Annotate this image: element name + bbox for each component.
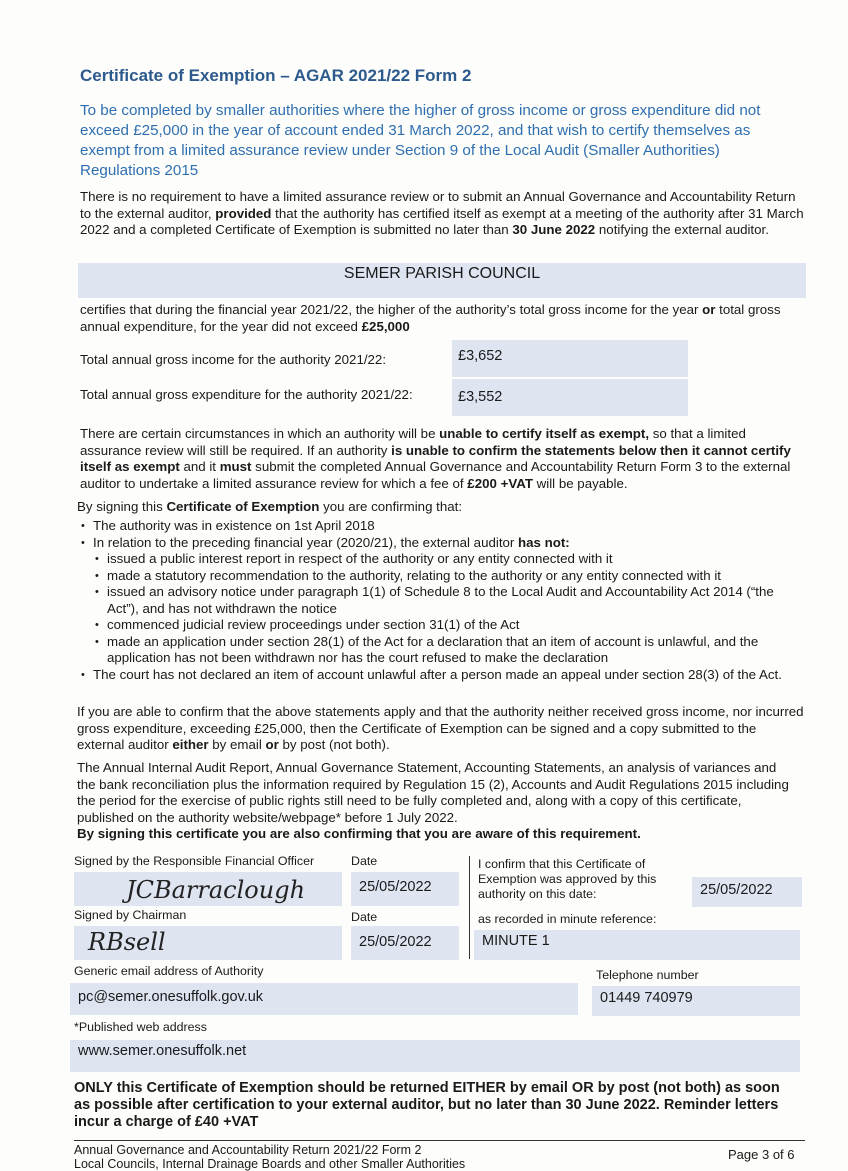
minute-label: as recorded in minute reference: xyxy=(478,912,657,926)
minute-field[interactable] xyxy=(474,930,800,960)
web-label: *Published web address xyxy=(74,1020,207,1034)
page-number: Page 3 of 6 xyxy=(728,1147,795,1162)
rfo-date-value: 25/05/2022 xyxy=(359,879,432,895)
sub-condition: • issued an advisory notice under paragraph 1(1) of Schedule 8 to the Local Audit and Accountability Act 2014 (“the Act”), and has not withdrawn the notice xyxy=(107,584,808,617)
sub-condition: • issued a public interest report in respect of the authority or any entity connected with it xyxy=(107,551,808,568)
approved-label: I confirm that this Certificate of Exemption was approved by this authority on this date: xyxy=(478,857,657,901)
condition-court: • The court has not declared an item of account unlawful after a person made an appeal under section 28(3) of the Act. xyxy=(93,667,808,684)
certifies-or: or xyxy=(702,302,716,317)
income-field[interactable] xyxy=(452,340,688,377)
requirement-text-1: There is no requirement to have a limited assurance review or to submit an Annual Governance and Accountability Return to the external auditor, xyxy=(80,189,796,221)
signing-line xyxy=(77,499,462,516)
income-label: Total annual gross income for the authority 2021/22: xyxy=(80,352,387,367)
chair-signature: RBsell xyxy=(88,928,166,956)
conditions-list xyxy=(93,518,808,683)
circ-bold-2: is unable to confirm the statements below then it cannot certify itself as exempt xyxy=(80,442,791,474)
expenditure-label: Total annual gross expenditure for the authority 2021/22: xyxy=(80,387,413,402)
confirm-bold-either: either xyxy=(172,737,209,752)
web-field[interactable] xyxy=(70,1040,800,1072)
intro-text: To be completed by smaller authorities where the higher of gross income or gross expenditure did not exceed £25,000 in the year of account ended 31 March 2022, and that wish to certify themselves as exempt from a limited assurance review under Section 9 of the Local Audit (Smaller Authorities) Regulations 2015 xyxy=(80,102,761,179)
circ-text-3: and it xyxy=(179,459,220,474)
rfo-signature-field[interactable] xyxy=(74,872,342,906)
circumstances-paragraph xyxy=(80,426,808,492)
income-value: £3,652 xyxy=(458,348,503,364)
minute-value: MINUTE 1 xyxy=(482,933,550,949)
footer-line-1: Annual Governance and Accountability Return 2021/22 Form 2 xyxy=(74,1143,422,1157)
requirement-text-2: that the authority has certified itself as exempt at a meeting of the authority after 31 March 2022 and a completed Certificate of Exemption is submitted no later than xyxy=(80,205,804,237)
condition-existence: • The authority was in existence on 1st April 2018 xyxy=(93,518,808,535)
page-title: Certificate of Exemption – AGAR 2021/22 Form 2 xyxy=(80,66,472,85)
sub-condition: • made an application under section 28(1) of the Act for a declaration that an item of account is unlawful, and the application has not been withdrawn nor has the court refused to make the declaration xyxy=(107,634,808,667)
certifies-text-2: total gross annual expenditure, for the year did not exceed xyxy=(80,302,781,334)
chair-date-field[interactable] xyxy=(351,926,459,960)
condition-auditor-bold: has not: xyxy=(518,534,570,550)
audit-bold: By signing this certificate you are also confirming that you are aware of this requirement. xyxy=(77,826,641,841)
approved-date-field[interactable] xyxy=(692,877,802,907)
rfo-label: Signed by the Responsible Financial Officer xyxy=(74,854,315,868)
email-value: pc@semer.onesuffolk.gov.uk xyxy=(78,989,264,1005)
audit-paragraph xyxy=(77,760,797,843)
requirement-text-3: notifying the external auditor. xyxy=(595,222,769,237)
chair-signature-field[interactable] xyxy=(74,926,342,960)
expenditure-value: £3,552 xyxy=(458,389,503,405)
phone-field[interactable] xyxy=(592,986,800,1016)
circ-text-5: will be payable. xyxy=(532,475,628,491)
circ-bold-3: must xyxy=(219,459,252,474)
circ-text-4: submit the completed Annual Governance and Accountability Return Form 3 to the external auditor to undertake a limited assurance review for which a fee of xyxy=(80,459,791,491)
footer-line-2: Local Councils, Internal Drainage Boards and other Smaller Authorities xyxy=(74,1157,466,1171)
signing-text-1: By signing this xyxy=(77,499,167,514)
return-notice: ONLY this Certificate of Exemption should be returned EITHER by email OR by post (not both) as soon as possible after certification to your external auditor, but no later than 30 June 2022. Reminder letters incur a charge of £40 +VAT xyxy=(74,1080,780,1130)
confirm-paragraph xyxy=(77,704,807,754)
chair-label: Signed by Chairman xyxy=(74,908,187,922)
certifies-text-1: certifies that during the financial year 2021/22, the higher of the authority’s total gross income for the year xyxy=(80,302,703,317)
circ-text-2: so that a limited assurance review will still be required. If an authority xyxy=(80,426,746,458)
audit-text: The Annual Internal Audit Report, Annual Governance Statement, Accounting Statements, an analysis of variances and the bank reconciliation plus the information required by Regulation 15 (2), Accounts and Audit Regulations 2015 including the period for the exercise of public rights still need to be fully completed and, along with a copy of this certificate, published on the authority website/webpage* before 1 July 2022. xyxy=(77,760,789,825)
chair-date-value: 25/05/2022 xyxy=(359,934,432,950)
condition-auditor-text: In relation to the preceding financial year (2020/21), the external auditor xyxy=(93,534,519,550)
authority-name-field[interactable] xyxy=(78,263,806,298)
sub-condition: • commenced judicial review proceedings under section 31(1) of the Act xyxy=(107,617,808,634)
sub-condition: • made a statutory recommendation to the authority, relating to the authority or any entity connected with it xyxy=(107,568,808,585)
email-label: Generic email address of Authority xyxy=(74,964,264,978)
certifies-amount: £25,000 xyxy=(361,318,410,334)
requirement-bold-1: provided xyxy=(215,205,272,221)
confirm-text-1: If you are able to confirm that the above statements apply and that the authority neither received gross income, nor incurred gross expenditure, exceeding £25,000, then the Certificate of Exemption can be signed and a copy submitted to the external auditor xyxy=(77,704,804,752)
authority-name: SEMER PARISH COUNCIL xyxy=(343,265,541,282)
rfo-signature: JCBarraclough xyxy=(126,876,306,904)
signing-bold: Certificate of Exemption xyxy=(166,499,320,514)
condition-auditor xyxy=(93,535,808,667)
email-field[interactable] xyxy=(70,983,578,1015)
footer-text xyxy=(74,1143,465,1171)
confirm-text-3: by post (not both). xyxy=(278,737,390,752)
circ-bold-1: unable to certify itself as exempt, xyxy=(439,426,650,441)
requirement-paragraph xyxy=(80,189,805,239)
phone-value: 01449 740979 xyxy=(600,990,693,1006)
certifies-paragraph xyxy=(80,302,805,335)
phone-label: Telephone number xyxy=(596,968,699,982)
requirement-bold-2: 30 June 2022 xyxy=(512,222,596,237)
confirm-text-2: by email xyxy=(208,737,266,752)
chair-date-label: Date xyxy=(351,910,378,924)
expenditure-field[interactable] xyxy=(452,379,688,416)
divider xyxy=(469,856,470,959)
approved-date-value: 25/05/2022 xyxy=(700,882,773,898)
rfo-date-field[interactable] xyxy=(351,872,459,906)
circ-bold-4: £200 +VAT xyxy=(467,475,533,491)
footer-divider xyxy=(74,1140,805,1141)
web-value: www.semer.onesuffolk.net xyxy=(78,1043,247,1059)
confirm-bold-or: or xyxy=(265,737,279,752)
signing-text-2: you are confirming that: xyxy=(319,499,463,514)
rfo-date-label: Date xyxy=(351,854,378,868)
circ-text-1: There are certain circumstances in which an authority will be xyxy=(80,426,440,441)
